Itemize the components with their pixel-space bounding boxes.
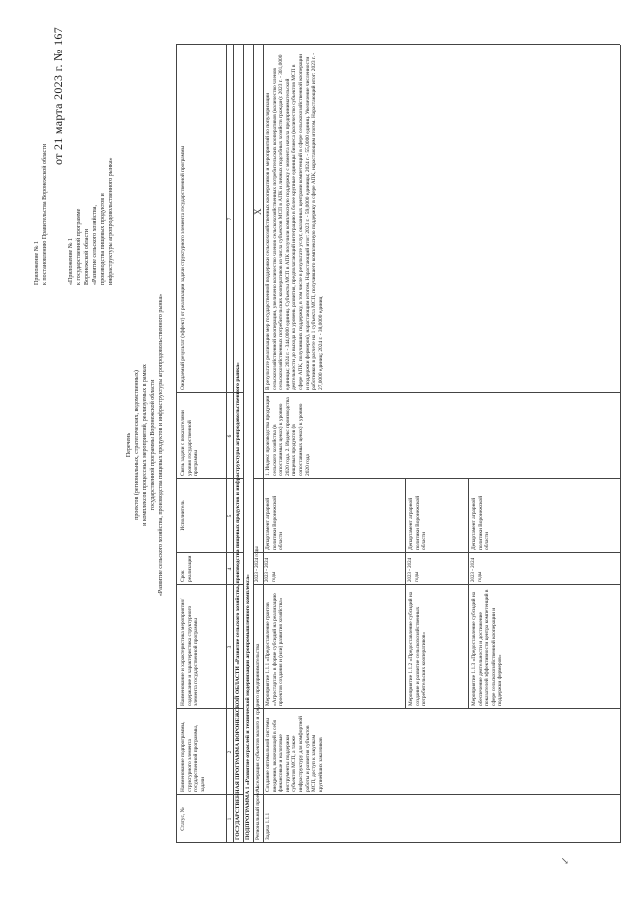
annex-line-1: к постановлению Правительства Воронежской области [42,143,48,285]
measure-2-period: 2023 - 2024 годы [408,557,420,582]
col-number-1: 1 [226,817,233,821]
subprogram-row: ПОДПРОГРАММА 1 «Развитие отраслей и технической модернизации агропромышленного комплекса» [245,574,251,840]
header-status: Статус, № [180,807,186,831]
col-number-5: 5 [226,514,233,518]
measure-2-executor: Департамент аграрной политики Воронежской области [408,495,428,550]
task-name: Создание оптимальной системы внедрения, включающей в себя финансовые и налоговые инструменты поддержки субъектов МСП, а также инфраструктуру для комфортной работы и развития субъектов МСП, доступ к закупкам крупнейших заказчиков [265,716,324,792]
header-measure: Наименование и характеристика мероприятия/содержание и характеристика структурного элемента государственной программы [180,598,200,706]
measure-3-text: Мероприятие 1.1.3 «Предоставление субсидий на обеспечение деятельности и достижение показателей эффективности центра компетенций в сфере сельскохозяйственной кооперации и поддержки фермеров» [471,589,504,706]
heading-line-1: Перечень [126,432,132,458]
col-number-7: 7 [226,217,233,221]
task-status: Задача 1.1.1 [265,812,271,840]
header-result: Ожидаемый результат (эффект) от реализации задачи структурного элемента государственной программы [180,145,186,390]
heading-line-5: «Развитие сельского хозяйства, производства пищевых продуктов и инфраструктуры агропродовольственного рынка» [158,293,164,597]
annex-line-5: «Развитие сельского хозяйства, [92,205,98,285]
header-subprogram: Наименование подпрограммы, структурного элемента государственной программы, задачи [180,721,206,792]
measure-1-executor: Департамент аграрной политики Воронежской области [265,495,285,550]
heading-line-4: государственной программы Воронежской области [150,379,156,511]
measure-1-text: Мероприятие 1.1.1 «Предоставление грантов «Агростартап» в форме субсидий на реализацию проектов создания и (или) развития хозяйства» [265,593,285,706]
annex-line-6: производства пищевых продуктов и [100,193,106,285]
col-number-6: 6 [226,434,233,438]
annex-line-2: «Приложение № 1 [68,238,74,285]
annex-date: от 21 марта 2023 г. № 167 [51,27,65,165]
annex-line-7: инфраструктуры агропродовольственного рынка» [108,157,114,285]
task-indicators: 1. Индекс производства продукции сельского хозяйства (в сопоставимых ценах) к уровню 2020 года. 2. Индекс производства пищевых продуктов (в сопоставимых ценах) к уровню 2020 года [265,395,311,476]
heading-line-2: проектов (региональных, стратегических, ведомственных) [134,370,140,520]
project-name: Акселерация субъектов малого и среднего предпринимательства [255,643,261,792]
heading-line-3: и комплексов процессных мероприятий, реализуемых в рамках [142,364,148,526]
header-period: Срок реализации [180,555,193,582]
project-status: Региональный проект 1 [255,785,261,840]
project-mark: Х [253,208,263,215]
project-period: 2023 - 2024 годы [255,546,260,582]
col-number-2: 2 [226,750,233,754]
pen-mark: ↙ [560,856,571,865]
measure-3-period: 2023 - 2024 годы [471,557,483,582]
task-result: В результате реализации мер государственной поддержки сельскохозяйственных кооперативов и мероприятий по популяризации сельскохозяйственной кооперации, увеличено количество членов сельскохозяйственных потребительских кооперативов (количество членов сельскохозяйственных потребительских кооперативов из числа субъектов МСП в АПК и личных подсобных хозяйств граждан): 2023 г. - 301,0000 единицы; 2024 г. - 344,0000 единиц. Субъекты МСП в АПК получили комплексную поддержку с момента начала предпринимательской деятельности до выхода на уровень развития, предполагающий интеграцию в более крупные единицы бизнеса (количество субъектов МСП в сфере АПК, получивших поддержку, в том числе в результате услуг, оказанных центрами компетенций в сфере сельскохозяйственной кооперации и поддержки фермеров), нарастающим итогом. Нарастающий итог: 2023 г. - 59,0000 единицы; 2024 г. - 55,0000 единиц. Увеличение численности работников в расчете на 1 субъекта МСП, получившего комплексную поддержку в сфере АПК, нарастающим итогом. Нарастающий итог: 2023 г. - 27,0000 единиц; 2024 г. - 38,0000 единиц [265,52,324,390]
annex-line-4: Воронежской области [84,229,90,285]
annex-line-3: к государственной программе [76,208,82,285]
header-indicators: Связь задачи с показателями уровня государственной программы [180,410,200,476]
header-executor: Исполнитель [180,500,186,531]
col-number-3: 3 [226,645,233,649]
col-number-4: 4 [226,567,233,571]
measure-3-executor: Департамент аграрной политики Воронежской области [471,495,491,550]
measure-2-text: Мероприятие 1.1.2 «Предоставление субсидий на создание и развитие сельскохозяйственных потребительских кооперативов» [408,591,428,706]
program-row: ГОСУДАРСТВЕННАЯ ПРОГРАММА ВОРОНЕЖСКОЙ ОБЛАСТИ «Развитие сельского хозяйства, производства пищевых продуктов и инфраструктуры агропродовольственного рынка» [235,362,241,840]
measure-1-period: 2023 - 2024 годы [265,557,277,582]
annex-title: Приложение № 1 [34,241,40,285]
